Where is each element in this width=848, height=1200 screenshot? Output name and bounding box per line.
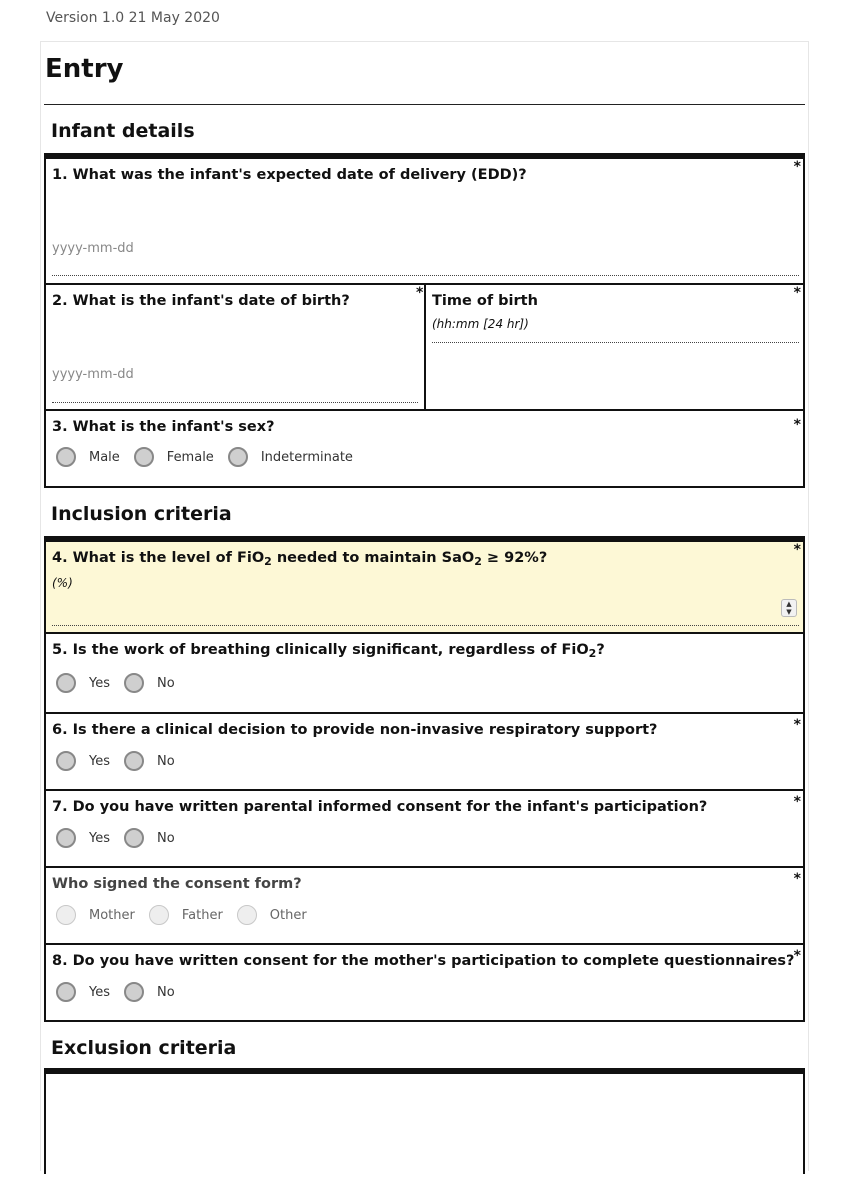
required-marker: *: [793, 717, 801, 733]
radio-circle[interactable]: [237, 905, 257, 925]
radio-circle[interactable]: [56, 828, 76, 848]
sex-radio-group: [56, 447, 367, 467]
required-marker: *: [793, 871, 801, 887]
number-spinner[interactable]: [781, 599, 797, 617]
chevron-down-icon[interactable]: ▼: [786, 608, 792, 616]
question-6-label: 6. Is there a clinical decision to provide non-invasive respiratory support?: [52, 722, 658, 738]
radio-label: No: [157, 984, 175, 1000]
question-8-mother-consent: [44, 945, 805, 1022]
column-divider: [424, 285, 426, 409]
question-consent-signer: [44, 868, 805, 945]
title-divider: [44, 104, 805, 105]
question-2-label: 2. What is the infant's date of birth?: [52, 293, 350, 309]
required-marker: *: [793, 417, 801, 433]
radio-circle[interactable]: [56, 905, 76, 925]
required-marker: *: [793, 542, 801, 558]
radio-label: Female: [166, 449, 214, 465]
required-marker: *: [793, 794, 801, 810]
radio-no[interactable]: [124, 751, 175, 771]
radio-label: Father: [181, 907, 223, 923]
section-title-exclusion-criteria: Exclusion criteria: [51, 1037, 237, 1059]
time-of-birth-label: Time of birth: [432, 293, 538, 309]
parental-consent-radio-group: [56, 828, 189, 848]
page-title: Entry: [45, 54, 124, 84]
edd-input-underline: [52, 275, 799, 276]
radio-circle[interactable]: [56, 673, 76, 693]
radio-no[interactable]: [124, 982, 175, 1002]
question-5-work-of-breathing: [44, 634, 805, 714]
radio-other[interactable]: [237, 905, 307, 925]
radio-label: No: [157, 675, 175, 691]
radio-label: Yes: [89, 675, 110, 691]
question-3-sex: [44, 411, 805, 488]
radio-circle[interactable]: [124, 828, 144, 848]
consent-signer-label: Who signed the consent form?: [52, 876, 302, 892]
radio-circle[interactable]: [56, 982, 76, 1002]
question-7-label: 7. Do you have written parental informed consent for the infant's participation?: [52, 799, 708, 815]
radio-label: Mother: [89, 907, 135, 923]
radio-yes[interactable]: [56, 673, 110, 693]
required-marker: *: [416, 285, 424, 301]
question-4-label: 4. What is the level of FiO$_2$ needed to maintain SaO$_2$ ≥ 92%?: [52, 550, 548, 568]
radio-label: Indeterminate: [260, 449, 353, 465]
radio-label: Yes: [89, 984, 110, 1000]
radio-circle[interactable]: [149, 905, 169, 925]
required-marker: *: [793, 948, 801, 964]
radio-label: Yes: [89, 753, 110, 769]
radio-yes[interactable]: [56, 982, 110, 1002]
required-marker: *: [793, 285, 801, 301]
question-5-label: 5. Is the work of breathing clinically significant, regardless of FiO$_2$?: [52, 642, 605, 660]
fio2-number-input[interactable]: [52, 625, 799, 626]
exclusion-criteria-box: [44, 1074, 805, 1174]
radio-circle[interactable]: [124, 982, 144, 1002]
radio-father[interactable]: [149, 905, 223, 925]
radio-indeterminate[interactable]: [228, 447, 353, 467]
radio-male[interactable]: [56, 447, 120, 467]
question-4-fio2: [44, 542, 805, 634]
consent-signer-radio-group: [56, 905, 321, 925]
radio-label: Male: [89, 449, 120, 465]
time-of-birth-input[interactable]: [432, 342, 799, 343]
question-1-label: 1. What was the infant's expected date of delivery (EDD)?: [52, 167, 527, 183]
question-6-respiratory-support: [44, 714, 805, 791]
radio-yes[interactable]: [56, 828, 110, 848]
question-1-edd: [44, 159, 805, 285]
radio-circle[interactable]: [56, 447, 76, 467]
dob-input-underline: [52, 402, 418, 403]
edd-date-input[interactable]: yyyy-mm-dd: [52, 241, 134, 256]
radio-circle[interactable]: [134, 447, 154, 467]
section-title-infant-details: Infant details: [51, 120, 195, 142]
radio-yes[interactable]: [56, 751, 110, 771]
question-3-label: 3. What is the infant's sex?: [52, 419, 275, 435]
radio-no[interactable]: [124, 673, 175, 693]
radio-circle[interactable]: [124, 751, 144, 771]
radio-label: Yes: [89, 830, 110, 846]
question-7-parental-consent: [44, 791, 805, 868]
dob-date-input[interactable]: yyyy-mm-dd: [52, 367, 134, 382]
required-marker: *: [793, 159, 801, 175]
question-4-unit-hint: (%): [52, 576, 73, 590]
radio-female[interactable]: [134, 447, 214, 467]
time-of-birth-hint: (hh:mm [24 hr]): [432, 317, 529, 331]
radio-label: No: [157, 753, 175, 769]
radio-label: No: [157, 830, 175, 846]
work-of-breathing-radio-group: [56, 673, 189, 693]
respiratory-support-radio-group: [56, 751, 189, 771]
radio-circle[interactable]: [228, 447, 248, 467]
mother-consent-radio-group: [56, 982, 189, 1002]
radio-circle[interactable]: [124, 673, 144, 693]
chevron-up-icon[interactable]: ▲: [786, 600, 792, 608]
radio-no[interactable]: [124, 828, 175, 848]
radio-label: Other: [269, 907, 307, 923]
version-label: Version 1.0 21 May 2020: [46, 10, 220, 26]
radio-circle[interactable]: [56, 751, 76, 771]
question-8-label: 8. Do you have written consent for the mother's participation to complete questionnaires?: [52, 953, 795, 969]
radio-mother[interactable]: [56, 905, 135, 925]
question-2-dob: [44, 285, 805, 411]
section-title-inclusion-criteria: Inclusion criteria: [51, 503, 232, 525]
